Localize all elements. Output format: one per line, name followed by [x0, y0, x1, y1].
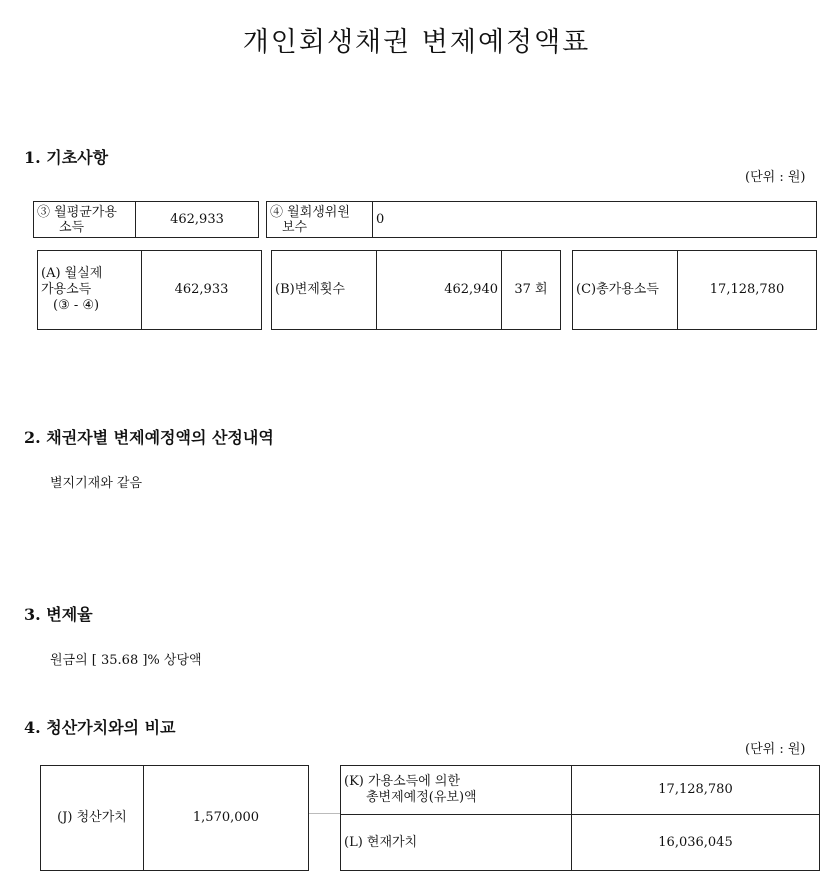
monthly-income-table: [33, 201, 259, 238]
total-income-table: [572, 250, 817, 330]
section-2-heading: 2. 채권자별 변제예정액의 산정내역: [24, 428, 274, 447]
trustee-fee-value: 0: [373, 202, 817, 238]
actual-income-table: [37, 250, 262, 330]
trustee-fee-label: [267, 202, 373, 238]
monthly-income-label-line1: ③ 월평균가용: [37, 204, 117, 220]
section-4-unit: (단위 : 원): [745, 742, 806, 757]
present-value-amount: 16,036,045: [572, 815, 820, 871]
total-income-label: (C)총가용소득: [573, 251, 678, 330]
trustee-fee-label-line2: 보수: [282, 219, 308, 235]
monthly-income-value: 462,933: [136, 202, 259, 238]
document-title: 개인회생채권 변제예정액표: [242, 27, 591, 58]
repayment-count-label: (B)변제횟수: [272, 251, 377, 330]
section-1-heading: 1. 기초사항: [24, 148, 109, 167]
trustee-fee-table: [266, 201, 817, 238]
actual-income-label-line2: 가용소득: [41, 282, 92, 297]
liquidation-value-label: (J) 청산가치: [41, 766, 144, 871]
repayment-count-times: 37 회: [502, 251, 561, 330]
total-repayment-label: [341, 766, 572, 815]
section-3-text: 원금의 [ 35.68 ]% 상당액: [50, 653, 202, 668]
total-repayment-label-line2: 총변제예정(유보)액: [366, 790, 477, 805]
actual-income-label: [38, 251, 142, 330]
monthly-income-label-line2: 소득: [59, 219, 85, 235]
trustee-fee-label-line1: ④ 월회생위원: [270, 204, 350, 220]
monthly-income-label: [34, 202, 136, 238]
present-value-label: (L) 현재가치: [341, 815, 572, 871]
repayment-count-table: [271, 250, 561, 330]
repayment-comparison-table: [340, 765, 820, 871]
connector-line: [309, 813, 340, 814]
total-income-value: 17,128,780: [678, 251, 817, 330]
actual-income-value: 462,933: [142, 251, 262, 330]
liquidation-value-table: [40, 765, 309, 871]
section-2-text: 별지기재와 같음: [50, 476, 143, 491]
actual-income-label-line3: (③ - ④): [53, 298, 100, 313]
section-1-unit: (단위 : 원): [745, 170, 806, 185]
actual-income-label-line1: (A) 월실제: [41, 266, 103, 281]
repayment-count-amount: 462,940: [377, 251, 502, 330]
total-repayment-value: 17,128,780: [572, 766, 820, 815]
section-4-heading: 4. 청산가치와의 비교: [24, 718, 176, 737]
liquidation-value-amount: 1,570,000: [144, 766, 309, 871]
section-3-heading: 3. 변제율: [24, 605, 93, 624]
total-repayment-label-line1: (K) 가용소득에 의한: [344, 774, 461, 789]
